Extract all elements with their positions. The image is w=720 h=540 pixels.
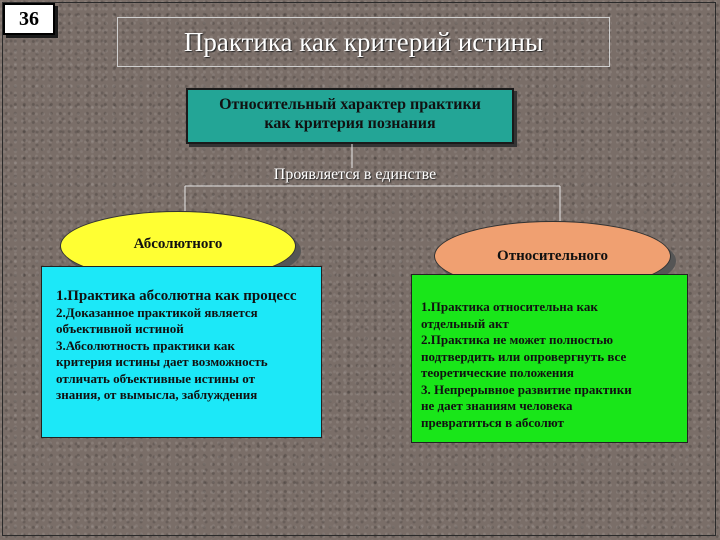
relative-line: 2.Практика не может полностью: [421, 332, 614, 347]
absolute-line: 2.Доказанное практикой является: [56, 304, 258, 320]
absolute-line: объективной истиной: [56, 321, 184, 336]
relative-line: 3. Непрерывное развитие практики: [421, 381, 632, 397]
absolute-line: критерия истины дает возможность: [56, 354, 268, 369]
connector-label: Проявляется в единстве: [273, 166, 437, 183]
top-concept-box: [186, 88, 514, 144]
top-concept-line-2: как критерия познания: [264, 115, 436, 132]
relative-line: теоретические положения: [421, 365, 574, 380]
relative-line: подтвердить или опровергнуть все: [421, 348, 627, 364]
absolute-description-box: [41, 266, 322, 438]
relative-line: не дает знаниям человека: [421, 398, 573, 413]
relative-line: превратиться в абсолют: [421, 414, 564, 430]
relative-line: 1.Практика относительна как: [421, 299, 598, 314]
absolute-line: знания, от вымысла, заблуждения: [56, 387, 258, 402]
relative-line: отдельный акт: [421, 315, 509, 331]
top-concept-line-1: Относительный характер практики: [219, 96, 481, 113]
slide-number: 36: [3, 3, 55, 35]
relative-label: Относительного: [497, 247, 608, 264]
absolute-line: 3.Абсолютность практики как: [56, 337, 235, 353]
absolute-label: Абсолютного: [133, 236, 223, 252]
absolute-line: отличать объективные истины от: [56, 370, 255, 386]
slide-title: Практика как критерий истины: [117, 17, 610, 67]
absolute-line: 1.Практика абсолютна как процесс: [56, 288, 297, 304]
relative-description-box: [411, 274, 688, 443]
